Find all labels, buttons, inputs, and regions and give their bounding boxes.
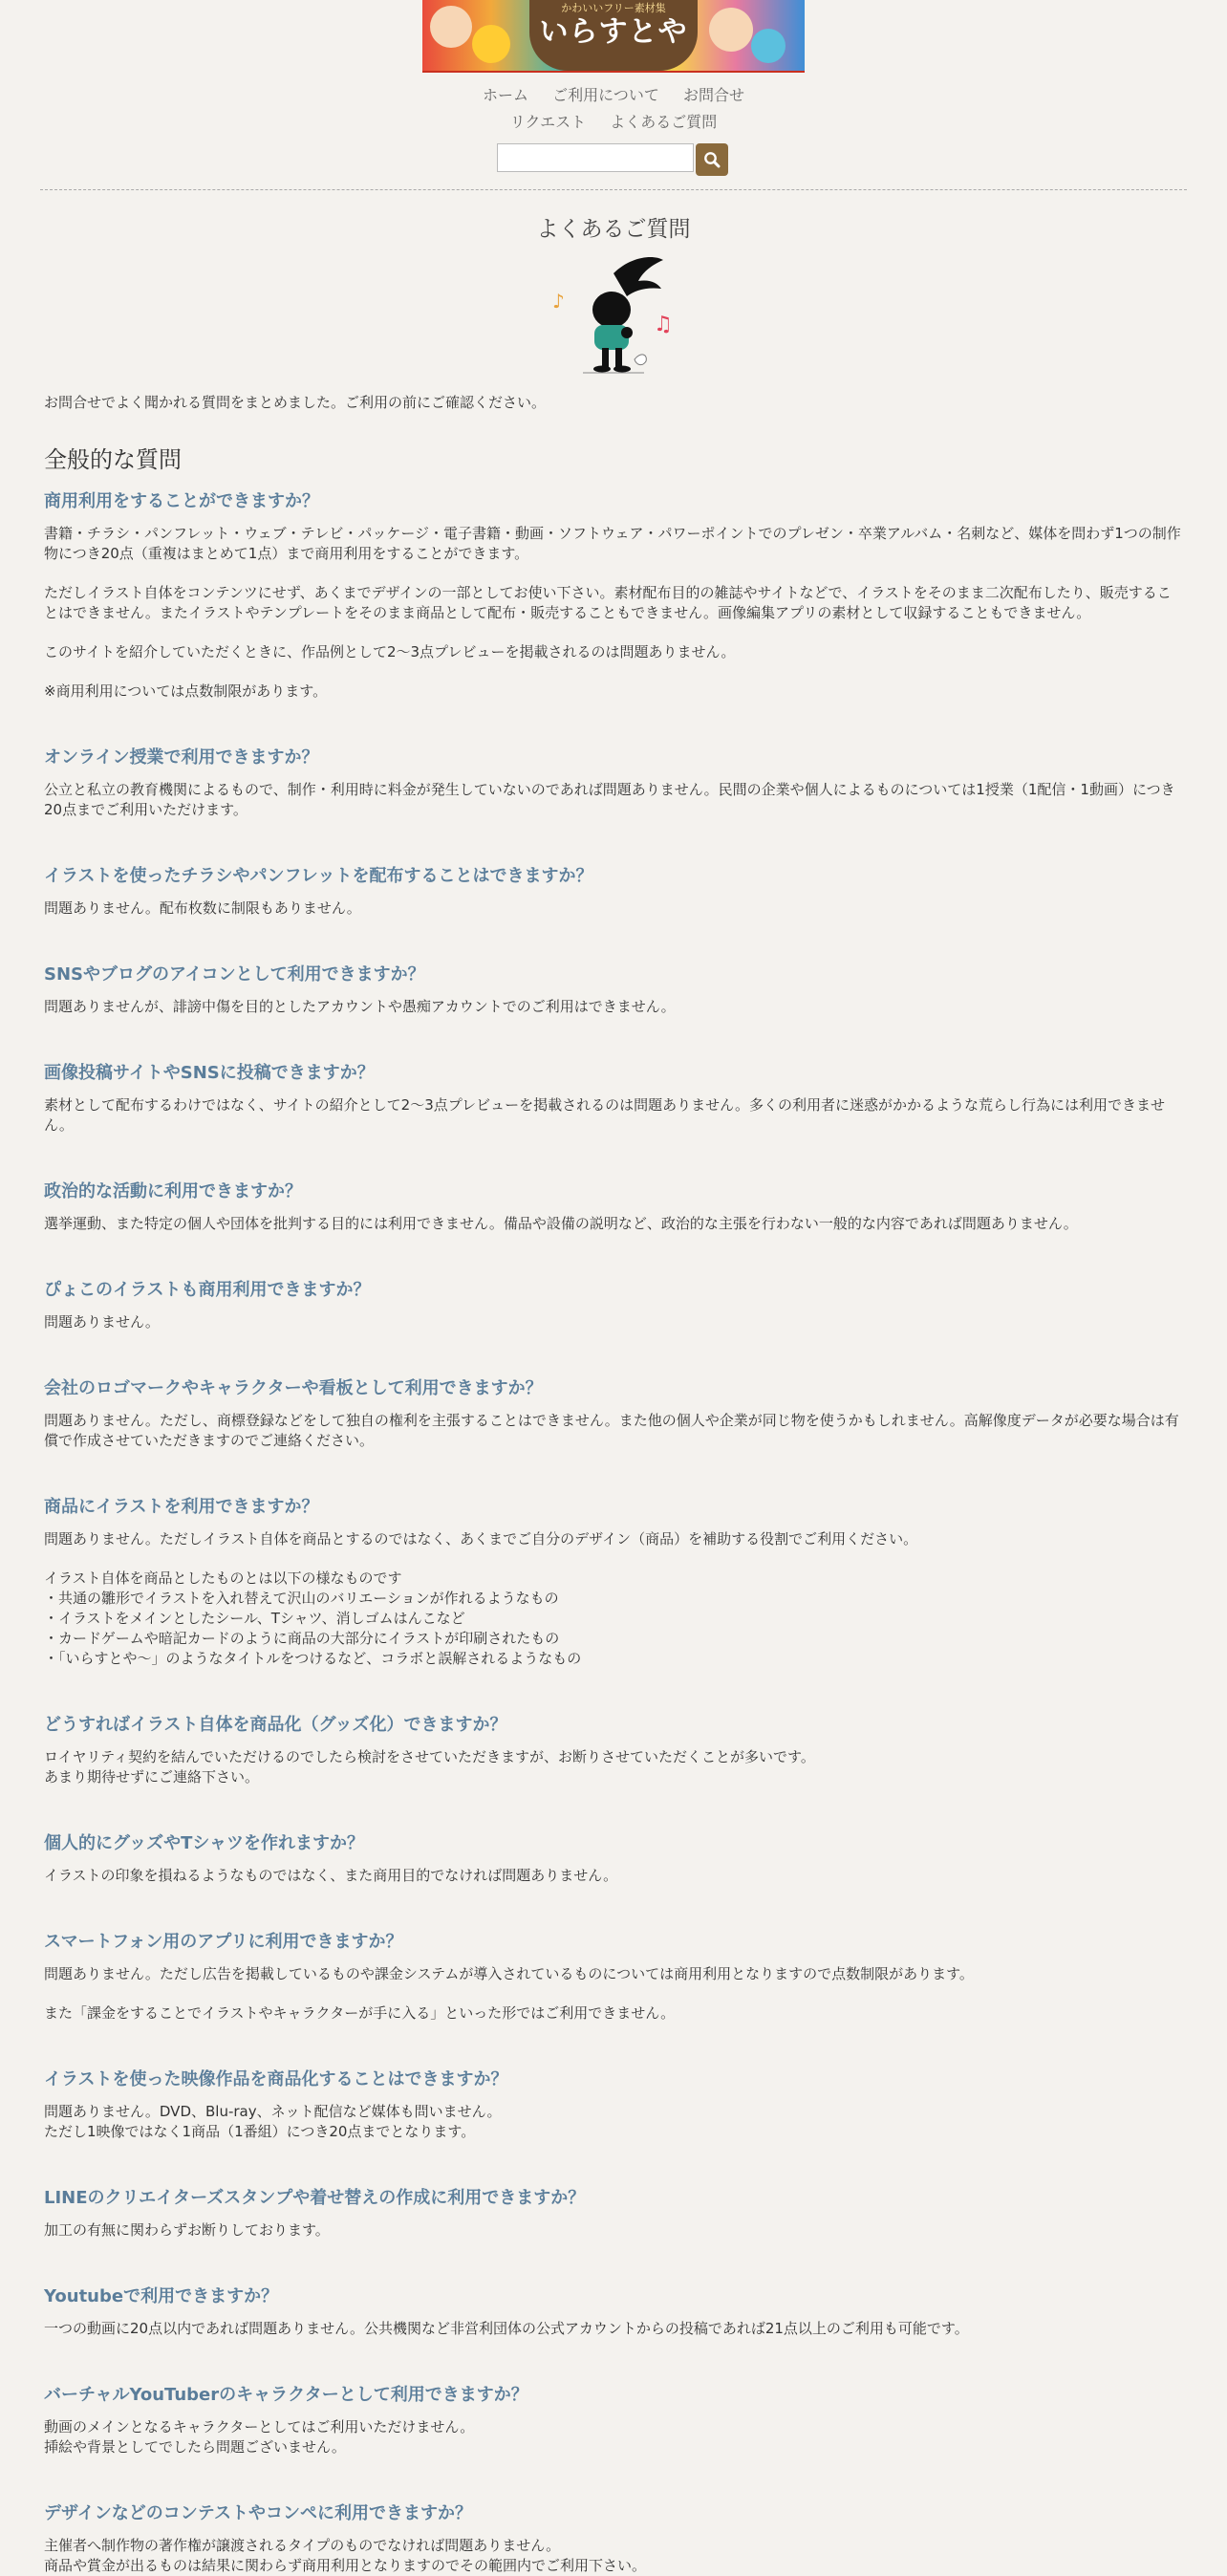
faq-item	[44, 2500, 1183, 2576]
faq-answer-paragraph: イラストの印象を損ねるようなものではなく、また商用目的でなければ問題ありません。	[44, 1867, 618, 1884]
nav-link-faq[interactable]: よくあるご質問	[610, 113, 718, 131]
search-button[interactable]	[696, 143, 728, 176]
faq-item	[44, 1375, 1183, 1451]
faq-item	[44, 2381, 1183, 2457]
faq-item	[44, 1276, 1183, 1332]
faq-item	[44, 2066, 1183, 2142]
faq-question: イラストを使ったチラシやパンフレットを配布することはできますか？	[44, 866, 593, 886]
nav-row-1	[0, 82, 1227, 109]
faq-answer-paragraph: ただしイラスト自体をコンテンツにせず、あくまでデザインの一部としてお使い下さい。素材配布目的の雑誌やサイトなどで、イラストをそのまま二次配布したり、販売することはできません。またイラストやテンプレートをそのまま商品として配布・販売することもできません。画像編集アプリの素材として収録することもできません。	[44, 584, 1172, 621]
faq-answer-paragraph: 問題ありません。ただし、商標登録などをして独自の権利を主張することはできません。また他の個人や企業が同じ物を使うかもしれません。高解像度データが必要な場合は有償で作成させていただきますのでご連絡ください。	[44, 1412, 1179, 1449]
faq-question: 商用利用をすることができますか？	[44, 491, 319, 511]
faq-answer-paragraph: 問題ありません。DVD、Blu-ray、ネット配信など媒体も問いません。 ただし1映像ではなく1商品（1番組）につき20点までとなります。	[44, 2103, 502, 2140]
faq-item	[44, 1178, 1183, 1234]
faq-answer-paragraph: ※商用利用については点数制限があります。	[44, 682, 328, 700]
faq-answer	[44, 2220, 1183, 2240]
faq-item	[44, 1493, 1183, 1669]
faq-answer-paragraph: 動画のメインとなるキャラクターとしてはご利用いただけません。 挿絵や背景としてでしたら問題ございません。	[44, 2418, 475, 2456]
faq-answer	[44, 2102, 1183, 2142]
site-tagline: かわいいフリー素材集	[561, 2, 666, 14]
mascot-illustration	[547, 252, 680, 377]
faq-answer-paragraph: 問題ありません。配布枚数に制限もありません。	[44, 899, 361, 917]
faq-item	[44, 2283, 1183, 2339]
intro-text: お問合せでよく聞かれる質問をまとめました。ご利用の前にご確認ください。	[44, 394, 547, 411]
faq-answer-paragraph: 問題ありません。ただし広告を掲載しているものや課金システムが導入されているものについては商用利用となりますので点数制限があります。	[44, 1965, 974, 1982]
faq-answer	[44, 1866, 1183, 1886]
faq-item	[44, 961, 1183, 1017]
faq-answer-paragraph: 主催者へ制作物の著作権が譲渡されるタイプのものでなければ問題ありません。 商品や賞金が出るものは結果に関わらず商用利用となりますのでその範囲内でご利用下さい。	[44, 2537, 647, 2574]
faq-answer	[44, 1529, 1183, 1669]
faq-answer-paragraph: イラスト自体を商品としたものとは以下の様なものです ・共通の雛形でイラストを入れ替えて沢山のバリエーションが作れるようなもの ・イラストをメインとしたシール、Tシャツ、消しゴムはんこなど ・カードゲームや暗記カードのように商品の大部分にイラストが印刷されたもの ・「いらすとや～」のようなタイトルをつけるなど、コラボと誤解されるようなもの	[44, 1569, 582, 1667]
faq-answer-paragraph: 一つの動画に20点以内であれば問題ありません。公共機関など非営利団体の公式アカウントからの投稿であれば21点以上のご利用も可能です。	[44, 2320, 969, 2337]
nav-row-2	[0, 109, 1227, 136]
main-nav	[0, 82, 1227, 136]
svg-text:♪: ♪	[552, 290, 565, 313]
page-title: よくあるご質問	[536, 217, 691, 242]
faq-item	[44, 487, 1183, 702]
faq-answer-paragraph: このサイトを紹介していただくときに、作品例として2～3点プレビューを掲載されるのは問題ありません。	[44, 643, 736, 660]
faq-question: 個人的にグッズやTシャツを作れますか？	[44, 1833, 365, 1853]
faq-item	[44, 1059, 1183, 1136]
header-divider	[40, 189, 1187, 190]
faq-answer-paragraph: 書籍・チラシ・パンフレット・ウェブ・テレビ・パッケージ・電子書籍・動画・ソフトウェア・パワーポイントでのプレゼン・卒業アルバム・名刺など、媒体を問わず1つの制作物につき20点（重複はまとめて1点）まで商用利用をすることができます。	[44, 525, 1181, 562]
site-title: いらすとや	[539, 15, 688, 49]
faq-answer	[44, 2417, 1183, 2457]
site-banner[interactable]	[422, 0, 805, 73]
faq-item	[44, 862, 1183, 919]
faq-answer	[44, 1214, 1183, 1234]
faq-answer-paragraph: 公立と私立の教育機関によるもので、制作・利用時に料金が発生していないのであれば問題ありません。民間の企業や個人によるものについては1授業（1配信・1動画）につき20点までご利用いただけます。	[44, 781, 1175, 818]
faq-question: 画像投稿サイトやSNSに投稿できますか？	[44, 1063, 375, 1083]
faq-answer	[44, 1411, 1183, 1451]
faq-answer	[44, 1095, 1183, 1136]
faq-answer-paragraph: 加工の有無に関わらずお断りしております。	[44, 2221, 330, 2239]
faq-question: SNSやブログのアイコンとして利用できますか？	[44, 964, 425, 985]
site-logo[interactable]	[529, 0, 698, 71]
faq-item	[44, 1711, 1183, 1787]
nav-link-contact[interactable]: お問合せ	[682, 86, 744, 104]
faq-answer-paragraph: 問題ありませんが、誹謗中傷を目的としたアカウントや愚痴アカウントでのご利用はできません。	[44, 998, 676, 1015]
faq-answer	[44, 1747, 1183, 1787]
faq-answer-paragraph: ロイヤリティ契約を結んでいただけるのでしたら検討をさせていただきますが、お断りさせていただくことが多いです。 あまり期待せずにご連絡下さい。	[44, 1748, 815, 1786]
main-content	[0, 211, 1227, 2576]
faq-answer	[44, 2319, 1183, 2339]
faq-question: スマートフォン用のアプリに利用できますか？	[44, 1932, 403, 1952]
faq-answer	[44, 524, 1183, 702]
faq-answer	[44, 1312, 1183, 1332]
faq-item	[44, 2184, 1183, 2240]
faq-question: バーチャルYouTuberのキャラクターとして利用できますか？	[44, 2385, 528, 2405]
faq-question: 会社のロゴマークやキャラクターや看板として利用できますか？	[44, 1378, 543, 1398]
faq-answer	[44, 898, 1183, 919]
nav-link-request[interactable]: リクエスト	[509, 113, 587, 131]
faq-item	[44, 744, 1183, 820]
faq-question: 政治的な活動に利用できますか？	[44, 1181, 302, 1201]
faq-answer-paragraph: 問題ありません。ただしイラスト自体を商品とするのではなく、あくまでご自分のデザイン（商品）を補助する役割でご利用ください。	[44, 1530, 918, 1548]
faq-answer-paragraph: また「課金をすることでイラストやキャラクターが手に入る」といった形ではご利用できません。	[44, 2004, 676, 2022]
faq-question: 商品にイラストを利用できますか？	[44, 1497, 319, 1517]
faq-question: イラストを使った映像作品を商品化することはできますか？	[44, 2069, 508, 2089]
faq-question: デザインなどのコンテストやコンペに利用できますか？	[44, 2503, 473, 2523]
search-icon	[703, 151, 721, 168]
faq-question: LINEのクリエイターズスタンプや着せ替えの作成に利用できますか？	[44, 2188, 586, 2208]
faq-question: どうすればイラスト自体を商品化（グッズ化）できますか？	[44, 1715, 507, 1735]
faq-answer	[44, 997, 1183, 1017]
svg-text:♫: ♫	[654, 313, 673, 336]
faq-answer-paragraph: 素材として配布するわけではなく、サイトの紹介として2～3点プレビューを掲載されるのは問題ありません。多くの利用者に迷惑がかかるような荒らし行為には利用できません。	[44, 1096, 1166, 1134]
nav-link-terms[interactable]: ご利用について	[552, 86, 659, 104]
faq-list	[44, 487, 1183, 2576]
faq-question: ぴょこのイラストも商用利用できますか？	[44, 1280, 371, 1300]
faq-answer-paragraph: 問題ありません。	[44, 1313, 160, 1331]
faq-answer	[44, 2536, 1183, 2576]
faq-question: Youtubeで利用できますか？	[44, 2286, 279, 2306]
search-form	[497, 143, 730, 176]
faq-answer-paragraph: 選挙運動、また特定の個人や団体を批判する目的には利用できません。備品や設備の説明など、政治的な主張を行わない一般的な内容であれば問題ありません。	[44, 1215, 1078, 1232]
section-title: 全般的な質問	[44, 446, 182, 473]
nav-link-home[interactable]: ホーム	[483, 86, 529, 104]
faq-answer	[44, 780, 1183, 820]
faq-answer	[44, 1964, 1183, 2024]
site-header	[0, 0, 1227, 176]
search-input[interactable]	[497, 143, 694, 172]
faq-item	[44, 1928, 1183, 2024]
faq-item	[44, 1829, 1183, 1886]
faq-question: オンライン授業で利用できますか？	[44, 747, 319, 768]
